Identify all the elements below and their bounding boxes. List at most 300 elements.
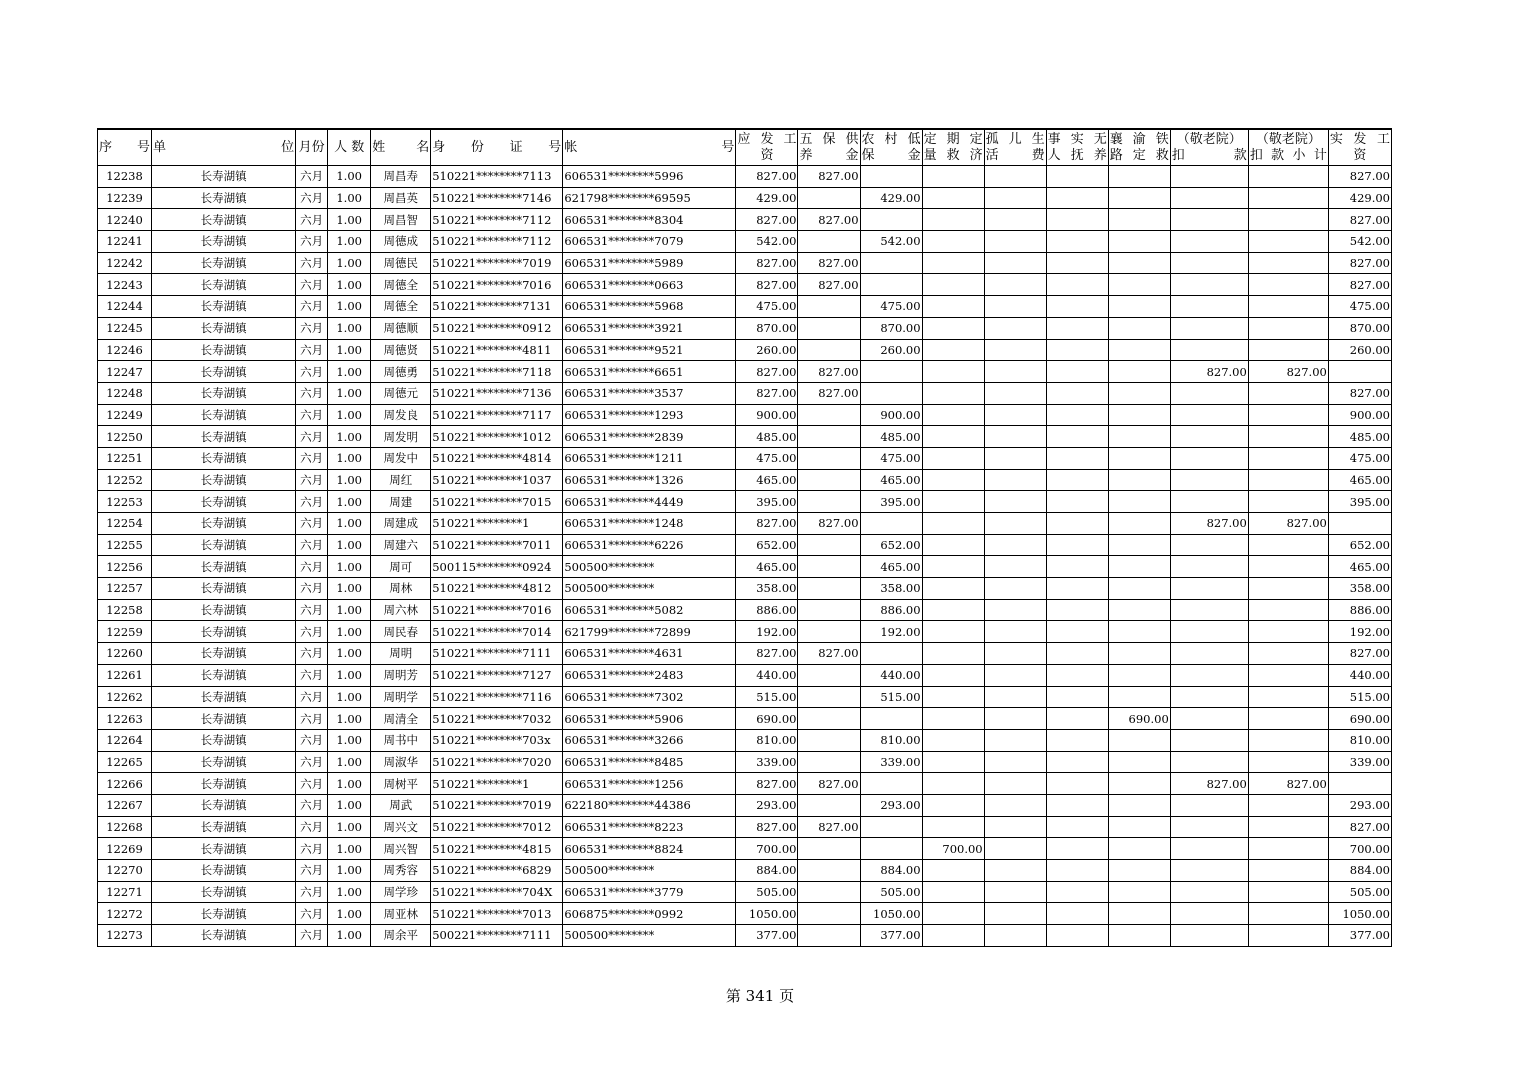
cell-dibao bbox=[860, 816, 922, 838]
cell-account: 606531********6226 bbox=[563, 534, 736, 556]
cell-account: 606531********1326 bbox=[563, 469, 736, 491]
cell-wubao bbox=[798, 621, 860, 643]
cell-wubao: 827.00 bbox=[798, 209, 860, 231]
table-row bbox=[98, 296, 1392, 318]
header-dibao: 农 村 低 保 金 bbox=[860, 129, 922, 166]
cell-wubao bbox=[798, 426, 860, 448]
cell-count: 1.00 bbox=[328, 382, 371, 404]
cell-unit: 长寿湖镇 bbox=[152, 426, 296, 448]
cell-shishi bbox=[1046, 643, 1108, 665]
cell-shifa: 827.00 bbox=[1328, 166, 1391, 188]
cell-seq: 12241 bbox=[98, 231, 152, 253]
cell-guer bbox=[984, 274, 1046, 296]
cell-name: 周昌智 bbox=[371, 209, 431, 231]
cell-shifa: 505.00 bbox=[1328, 881, 1391, 903]
cell-count: 1.00 bbox=[328, 903, 371, 925]
cell-count: 1.00 bbox=[328, 599, 371, 621]
table-row bbox=[98, 643, 1392, 665]
cell-xiangyu bbox=[1108, 860, 1170, 882]
cell-unit: 长寿湖镇 bbox=[152, 599, 296, 621]
cell-kkxj bbox=[1248, 274, 1328, 296]
cell-count: 1.00 bbox=[328, 187, 371, 209]
cell-shishi bbox=[1046, 296, 1108, 318]
cell-month: 六月 bbox=[296, 361, 328, 383]
cell-shishi bbox=[1046, 599, 1108, 621]
cell-dibao: 542.00 bbox=[860, 231, 922, 253]
cell-dibao bbox=[860, 382, 922, 404]
cell-kk bbox=[1170, 317, 1248, 339]
cell-id: 510221********7019 bbox=[431, 252, 563, 274]
cell-kkxj bbox=[1248, 708, 1328, 730]
cell-wubao bbox=[798, 881, 860, 903]
table-row bbox=[98, 664, 1392, 686]
cell-kkxj bbox=[1248, 252, 1328, 274]
cell-kk bbox=[1170, 534, 1248, 556]
cell-kk bbox=[1170, 643, 1248, 665]
cell-month: 六月 bbox=[296, 816, 328, 838]
cell-shishi bbox=[1046, 729, 1108, 751]
cell-id: 510221********7136 bbox=[431, 382, 563, 404]
cell-xiangyu bbox=[1108, 599, 1170, 621]
cell-shifa: 827.00 bbox=[1328, 252, 1391, 274]
cell-unit: 长寿湖镇 bbox=[152, 231, 296, 253]
cell-seq: 12262 bbox=[98, 686, 152, 708]
cell-kk bbox=[1170, 556, 1248, 578]
cell-shifa: 827.00 bbox=[1328, 209, 1391, 231]
cell-count: 1.00 bbox=[328, 773, 371, 795]
cell-unit: 长寿湖镇 bbox=[152, 274, 296, 296]
table-row bbox=[98, 209, 1392, 231]
cell-id: 510221********1012 bbox=[431, 426, 563, 448]
cell-account: 606531********5989 bbox=[563, 252, 736, 274]
cell-unit: 长寿湖镇 bbox=[152, 382, 296, 404]
table-row bbox=[98, 773, 1392, 795]
cell-name: 周德成 bbox=[371, 231, 431, 253]
cell-shishi bbox=[1046, 578, 1108, 600]
cell-wage: 652.00 bbox=[736, 534, 798, 556]
cell-account: 606531********1293 bbox=[563, 404, 736, 426]
cell-month: 六月 bbox=[296, 209, 328, 231]
cell-month: 六月 bbox=[296, 339, 328, 361]
cell-kkxj bbox=[1248, 534, 1328, 556]
cell-shishi bbox=[1046, 903, 1108, 925]
cell-account: 606531********9521 bbox=[563, 339, 736, 361]
cell-seq: 12255 bbox=[98, 534, 152, 556]
cell-name: 周武 bbox=[371, 794, 431, 816]
cell-guer bbox=[984, 404, 1046, 426]
cell-dibao: 358.00 bbox=[860, 578, 922, 600]
cell-xiangyu bbox=[1108, 231, 1170, 253]
cell-shifa: 377.00 bbox=[1328, 925, 1391, 947]
cell-guer bbox=[984, 447, 1046, 469]
cell-account: 606531********8485 bbox=[563, 751, 736, 773]
cell-shifa: 652.00 bbox=[1328, 534, 1391, 556]
cell-shishi bbox=[1046, 231, 1108, 253]
cell-kk bbox=[1170, 664, 1248, 686]
cell-wubao bbox=[798, 708, 860, 730]
cell-name: 周昌寿 bbox=[371, 166, 431, 188]
cell-shishi bbox=[1046, 751, 1108, 773]
cell-account: 606531********3779 bbox=[563, 881, 736, 903]
table-row bbox=[98, 382, 1392, 404]
cell-month: 六月 bbox=[296, 426, 328, 448]
cell-month: 六月 bbox=[296, 317, 328, 339]
cell-shishi bbox=[1046, 447, 1108, 469]
cell-shishi bbox=[1046, 686, 1108, 708]
cell-shifa bbox=[1328, 361, 1391, 383]
cell-month: 六月 bbox=[296, 252, 328, 274]
cell-wubao bbox=[798, 903, 860, 925]
cell-wubao bbox=[798, 447, 860, 469]
cell-name: 周明芳 bbox=[371, 664, 431, 686]
cell-wage: 870.00 bbox=[736, 317, 798, 339]
cell-wubao bbox=[798, 664, 860, 686]
cell-xiangyu bbox=[1108, 621, 1170, 643]
cell-wage: 505.00 bbox=[736, 881, 798, 903]
cell-id: 510221********7032 bbox=[431, 708, 563, 730]
cell-unit: 长寿湖镇 bbox=[152, 643, 296, 665]
cell-xiangyu bbox=[1108, 751, 1170, 773]
cell-kk: 827.00 bbox=[1170, 513, 1248, 535]
header-row bbox=[98, 129, 1392, 166]
cell-kkxj bbox=[1248, 686, 1328, 708]
cell-unit: 长寿湖镇 bbox=[152, 881, 296, 903]
cell-dingqi bbox=[922, 860, 984, 882]
cell-id: 510221********0912 bbox=[431, 317, 563, 339]
cell-wubao bbox=[798, 686, 860, 708]
cell-dibao: 429.00 bbox=[860, 187, 922, 209]
table-row bbox=[98, 729, 1392, 751]
header-wage: 应 发 工 资 bbox=[736, 129, 798, 166]
cell-count: 1.00 bbox=[328, 708, 371, 730]
cell-account: 606531********8223 bbox=[563, 816, 736, 838]
cell-wage: 339.00 bbox=[736, 751, 798, 773]
cell-shifa: 339.00 bbox=[1328, 751, 1391, 773]
cell-id: 510221********7012 bbox=[431, 816, 563, 838]
cell-account: 606531********6651 bbox=[563, 361, 736, 383]
cell-unit: 长寿湖镇 bbox=[152, 296, 296, 318]
cell-dingqi bbox=[922, 816, 984, 838]
cell-dibao bbox=[860, 361, 922, 383]
cell-kk bbox=[1170, 231, 1248, 253]
cell-id: 500115********0924 bbox=[431, 556, 563, 578]
cell-dingqi bbox=[922, 339, 984, 361]
header-xiangyu: 襄 渝 铁 路 定 救 bbox=[1108, 129, 1170, 166]
cell-account: 500500******** bbox=[563, 578, 736, 600]
cell-kkxj: 827.00 bbox=[1248, 773, 1328, 795]
cell-seq: 12266 bbox=[98, 773, 152, 795]
cell-guer bbox=[984, 664, 1046, 686]
cell-dibao: 515.00 bbox=[860, 686, 922, 708]
cell-shifa: 700.00 bbox=[1328, 838, 1391, 860]
header-month: 月份 bbox=[296, 129, 328, 166]
cell-guer bbox=[984, 426, 1046, 448]
cell-guer bbox=[984, 773, 1046, 795]
cell-shishi bbox=[1046, 209, 1108, 231]
cell-seq: 12250 bbox=[98, 426, 152, 448]
cell-kk bbox=[1170, 209, 1248, 231]
cell-wage: 475.00 bbox=[736, 447, 798, 469]
cell-account: 606531********3921 bbox=[563, 317, 736, 339]
cell-name: 周发中 bbox=[371, 447, 431, 469]
cell-seq: 12257 bbox=[98, 578, 152, 600]
cell-wage: 475.00 bbox=[736, 296, 798, 318]
cell-guer bbox=[984, 469, 1046, 491]
cell-guer bbox=[984, 556, 1046, 578]
cell-name: 周建六 bbox=[371, 534, 431, 556]
cell-wubao bbox=[798, 860, 860, 882]
cell-shifa: 465.00 bbox=[1328, 556, 1391, 578]
cell-wubao bbox=[798, 534, 860, 556]
cell-dibao bbox=[860, 643, 922, 665]
cell-shifa: 827.00 bbox=[1328, 816, 1391, 838]
cell-wage: 465.00 bbox=[736, 469, 798, 491]
cell-unit: 长寿湖镇 bbox=[152, 469, 296, 491]
cell-count: 1.00 bbox=[328, 925, 371, 947]
cell-count: 1.00 bbox=[328, 578, 371, 600]
cell-kkxj: 827.00 bbox=[1248, 361, 1328, 383]
cell-xiangyu bbox=[1108, 686, 1170, 708]
cell-kkxj bbox=[1248, 599, 1328, 621]
table-row bbox=[98, 361, 1392, 383]
cell-id: 510221********7146 bbox=[431, 187, 563, 209]
cell-name: 周书中 bbox=[371, 729, 431, 751]
cell-name: 周兴文 bbox=[371, 816, 431, 838]
cell-wage: 810.00 bbox=[736, 729, 798, 751]
cell-name: 周明 bbox=[371, 643, 431, 665]
cell-kkxj bbox=[1248, 925, 1328, 947]
cell-id: 500221********7111 bbox=[431, 925, 563, 947]
cell-unit: 长寿湖镇 bbox=[152, 794, 296, 816]
table-row bbox=[98, 404, 1392, 426]
cell-wubao bbox=[798, 838, 860, 860]
header-guer: 孤 儿 生 活 费 bbox=[984, 129, 1046, 166]
cell-xiangyu bbox=[1108, 556, 1170, 578]
cell-unit: 长寿湖镇 bbox=[152, 925, 296, 947]
cell-dingqi bbox=[922, 881, 984, 903]
header-unit: 单 位 bbox=[152, 129, 296, 166]
cell-dibao bbox=[860, 708, 922, 730]
cell-unit: 长寿湖镇 bbox=[152, 166, 296, 188]
cell-kkxj bbox=[1248, 729, 1328, 751]
cell-unit: 长寿湖镇 bbox=[152, 751, 296, 773]
cell-dibao: 505.00 bbox=[860, 881, 922, 903]
cell-dingqi bbox=[922, 708, 984, 730]
cell-unit: 长寿湖镇 bbox=[152, 317, 296, 339]
cell-shishi bbox=[1046, 382, 1108, 404]
cell-xiangyu bbox=[1108, 643, 1170, 665]
cell-count: 1.00 bbox=[328, 361, 371, 383]
cell-name: 周德元 bbox=[371, 382, 431, 404]
cell-id: 510221********7127 bbox=[431, 664, 563, 686]
cell-seq: 12245 bbox=[98, 317, 152, 339]
cell-account: 606531********4449 bbox=[563, 491, 736, 513]
cell-kkxj: 827.00 bbox=[1248, 513, 1328, 535]
cell-dingqi bbox=[922, 578, 984, 600]
cell-guer bbox=[984, 209, 1046, 231]
cell-dingqi bbox=[922, 296, 984, 318]
cell-shishi bbox=[1046, 773, 1108, 795]
cell-seq: 12243 bbox=[98, 274, 152, 296]
cell-xiangyu bbox=[1108, 209, 1170, 231]
cell-kk bbox=[1170, 751, 1248, 773]
cell-seq: 12246 bbox=[98, 339, 152, 361]
cell-unit: 长寿湖镇 bbox=[152, 491, 296, 513]
cell-kk bbox=[1170, 686, 1248, 708]
cell-dingqi bbox=[922, 794, 984, 816]
cell-wubao bbox=[798, 231, 860, 253]
cell-kk bbox=[1170, 794, 1248, 816]
cell-id: 510221********6829 bbox=[431, 860, 563, 882]
cell-seq: 12244 bbox=[98, 296, 152, 318]
cell-kk: 827.00 bbox=[1170, 361, 1248, 383]
cell-count: 1.00 bbox=[328, 534, 371, 556]
cell-shifa: 293.00 bbox=[1328, 794, 1391, 816]
cell-shishi bbox=[1046, 361, 1108, 383]
cell-dingqi bbox=[922, 447, 984, 469]
cell-guer bbox=[984, 643, 1046, 665]
cell-month: 六月 bbox=[296, 664, 328, 686]
cell-shifa: 884.00 bbox=[1328, 860, 1391, 882]
cell-xiangyu bbox=[1108, 404, 1170, 426]
cell-account: 606531********8304 bbox=[563, 209, 736, 231]
cell-wage: 465.00 bbox=[736, 556, 798, 578]
cell-dibao: 377.00 bbox=[860, 925, 922, 947]
cell-wubao: 827.00 bbox=[798, 274, 860, 296]
cell-guer bbox=[984, 339, 1046, 361]
cell-name: 周德全 bbox=[371, 274, 431, 296]
cell-shifa: 827.00 bbox=[1328, 643, 1391, 665]
cell-wage: 358.00 bbox=[736, 578, 798, 600]
cell-dibao: 260.00 bbox=[860, 339, 922, 361]
cell-dingqi bbox=[922, 187, 984, 209]
cell-count: 1.00 bbox=[328, 838, 371, 860]
cell-id: 510221********7118 bbox=[431, 361, 563, 383]
table-row bbox=[98, 881, 1392, 903]
cell-name: 周昌英 bbox=[371, 187, 431, 209]
cell-count: 1.00 bbox=[328, 491, 371, 513]
cell-wage: 827.00 bbox=[736, 643, 798, 665]
cell-dibao: 900.00 bbox=[860, 404, 922, 426]
cell-month: 六月 bbox=[296, 513, 328, 535]
cell-guer bbox=[984, 513, 1046, 535]
cell-wubao: 827.00 bbox=[798, 513, 860, 535]
cell-id: 510221********1 bbox=[431, 513, 563, 535]
cell-wage: 827.00 bbox=[736, 274, 798, 296]
cell-seq: 12240 bbox=[98, 209, 152, 231]
cell-seq: 12249 bbox=[98, 404, 152, 426]
cell-xiangyu bbox=[1108, 513, 1170, 535]
cell-unit: 长寿湖镇 bbox=[152, 708, 296, 730]
cell-account: 500500******** bbox=[563, 860, 736, 882]
header-dingqi: 定 期 定 量 救 济 bbox=[922, 129, 984, 166]
cell-wubao bbox=[798, 187, 860, 209]
cell-wage: 429.00 bbox=[736, 187, 798, 209]
cell-month: 六月 bbox=[296, 708, 328, 730]
table-row bbox=[98, 534, 1392, 556]
cell-xiangyu bbox=[1108, 426, 1170, 448]
cell-month: 六月 bbox=[296, 599, 328, 621]
cell-wubao bbox=[798, 599, 860, 621]
cell-unit: 长寿湖镇 bbox=[152, 578, 296, 600]
table-row bbox=[98, 751, 1392, 773]
cell-wage: 192.00 bbox=[736, 621, 798, 643]
cell-shifa: 192.00 bbox=[1328, 621, 1391, 643]
cell-wubao bbox=[798, 729, 860, 751]
cell-wubao bbox=[798, 339, 860, 361]
cell-shifa: 900.00 bbox=[1328, 404, 1391, 426]
cell-seq: 12261 bbox=[98, 664, 152, 686]
cell-wubao: 827.00 bbox=[798, 816, 860, 838]
cell-wubao: 827.00 bbox=[798, 382, 860, 404]
cell-name: 周树平 bbox=[371, 773, 431, 795]
cell-unit: 长寿湖镇 bbox=[152, 686, 296, 708]
cell-unit: 长寿湖镇 bbox=[152, 252, 296, 274]
cell-dingqi bbox=[922, 469, 984, 491]
cell-account: 621798********69595 bbox=[563, 187, 736, 209]
cell-count: 1.00 bbox=[328, 274, 371, 296]
cell-seq: 12264 bbox=[98, 729, 152, 751]
cell-dibao bbox=[860, 166, 922, 188]
cell-shifa: 690.00 bbox=[1328, 708, 1391, 730]
cell-name: 周德全 bbox=[371, 296, 431, 318]
cell-xiangyu bbox=[1108, 903, 1170, 925]
table-row bbox=[98, 317, 1392, 339]
cell-wubao bbox=[798, 556, 860, 578]
cell-dibao bbox=[860, 209, 922, 231]
cell-xiangyu bbox=[1108, 317, 1170, 339]
cell-shifa: 485.00 bbox=[1328, 426, 1391, 448]
cell-id: 510221********7016 bbox=[431, 599, 563, 621]
cell-wubao bbox=[798, 404, 860, 426]
cell-wubao: 827.00 bbox=[798, 166, 860, 188]
cell-wage: 485.00 bbox=[736, 426, 798, 448]
cell-kkxj bbox=[1248, 838, 1328, 860]
cell-kkxj bbox=[1248, 643, 1328, 665]
cell-id: 510221********4812 bbox=[431, 578, 563, 600]
cell-wage: 827.00 bbox=[736, 252, 798, 274]
cell-count: 1.00 bbox=[328, 751, 371, 773]
cell-guer bbox=[984, 794, 1046, 816]
cell-xiangyu bbox=[1108, 252, 1170, 274]
cell-dingqi: 700.00 bbox=[922, 838, 984, 860]
cell-dibao: 192.00 bbox=[860, 621, 922, 643]
cell-month: 六月 bbox=[296, 491, 328, 513]
cell-kk bbox=[1170, 903, 1248, 925]
cell-dingqi bbox=[922, 252, 984, 274]
cell-dingqi bbox=[922, 166, 984, 188]
cell-id: 510221********7011 bbox=[431, 534, 563, 556]
cell-shifa: 886.00 bbox=[1328, 599, 1391, 621]
cell-wage: 827.00 bbox=[736, 166, 798, 188]
cell-kkxj bbox=[1248, 231, 1328, 253]
cell-xiangyu bbox=[1108, 296, 1170, 318]
cell-shifa: 475.00 bbox=[1328, 447, 1391, 469]
table-row bbox=[98, 491, 1392, 513]
cell-guer bbox=[984, 816, 1046, 838]
cell-kk bbox=[1170, 860, 1248, 882]
cell-shishi bbox=[1046, 469, 1108, 491]
table-row bbox=[98, 925, 1392, 947]
cell-kk bbox=[1170, 491, 1248, 513]
cell-dingqi bbox=[922, 534, 984, 556]
cell-guer bbox=[984, 925, 1046, 947]
cell-id: 510221********7111 bbox=[431, 643, 563, 665]
cell-account: 606531********1248 bbox=[563, 513, 736, 535]
cell-shishi bbox=[1046, 339, 1108, 361]
cell-kk bbox=[1170, 339, 1248, 361]
header-kkxj: （敬老院） 扣 款 小 计 bbox=[1248, 129, 1328, 166]
